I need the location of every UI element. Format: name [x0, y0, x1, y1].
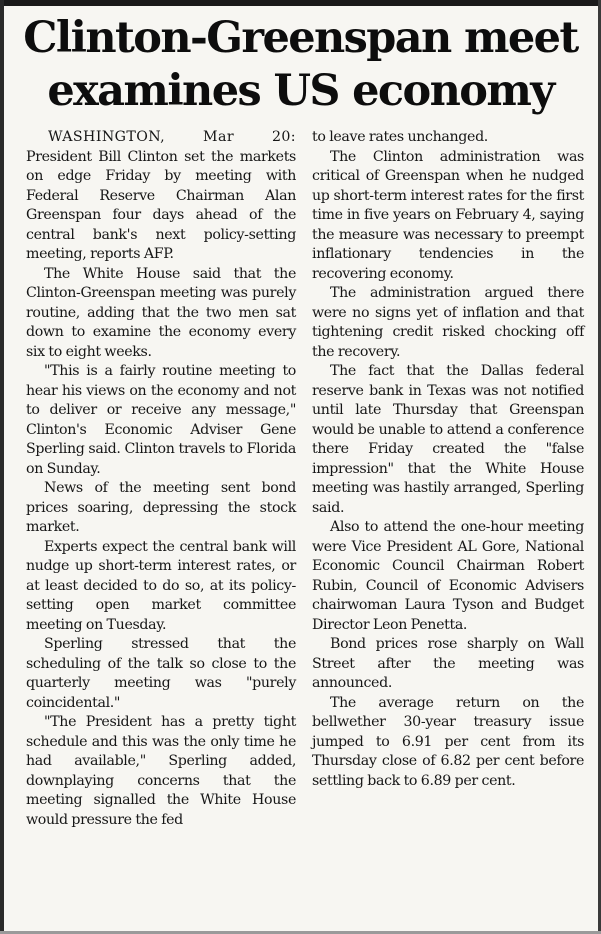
top-border-rule	[0, 0, 601, 6]
article-paragraph: News of the meeting sent bond prices soaring, depressing the stock market.	[26, 480, 296, 535]
article-paragraph: "The President has a pretty tight schedule and this was the only time he had available," Sperling added, downplaying concerns that the meeting signalled the White House would pressure the fed	[26, 714, 296, 828]
article-column-right	[312, 128, 584, 791]
article-headline	[8, 12, 593, 118]
article-paragraph: "This is a fairly routine meeting to hear his views on the economy and not to deliver or receive any message," Clinton's Economic Adviser Gene Sperling said. Clinton travels to Florida on Sunday.	[26, 363, 296, 477]
article-paragraph: The average return on the bellwether 30-year treasury issue jumped to 6.91 per cent from its Thursday close of 6.82 per cent before settling back to 6.89 per cent.	[312, 694, 584, 789]
paragraph-text: President Bill Clinton set the markets on edge Friday by meeting with Federal Reserve Chairman Alan Greenspan four days ahead of the central bank's next policy-setting meeting, reports AFP.	[26, 148, 296, 262]
article-paragraph: Bond prices rose sharply on Wall Street after the meeting was announced.	[312, 636, 584, 691]
article-paragraph: The administration argued there were no signs yet of inflation and that tightening credit risked chocking off the recovery.	[312, 285, 584, 360]
article-paragraph: Experts expect the central bank will nudge up short-term interest rates, or at least decided to do so, at its policy-setting open market committee meeting on Tuesday.	[26, 538, 296, 633]
dateline: WASHINGTON, Mar 20:	[48, 129, 296, 145]
article-paragraph: The White House said that the Clinton-Greenspan meeting was purely routine, adding that the two men sat down to examine the economy every six to eight weeks.	[26, 265, 296, 360]
headline-line-1: Clinton-Greenspan meet	[23, 13, 578, 63]
article-column-left	[26, 128, 296, 830]
article-paragraph: The Clinton administration was critical of Greenspan when he nudged up short-term interest rates for the first time in five years on February 4, saying the measure was necessary to preempt inflationary tendencies in the recovering economy.	[312, 148, 584, 282]
lead-paragraph	[26, 128, 296, 265]
article-paragraph: The fact that the Dallas federal reserve bank in Texas was not notified until late Thursday that Greenspan would be unable to attend a conference there Friday created the "false impression" that the White House meeting was hastily arranged, Sperling said.	[312, 363, 584, 516]
article-paragraph: Also to attend the one-hour meeting were Vice President AL Gore, National Economic Council Chairman Robert Rubin, Council of Economic Advisers chairwoman Laura Tyson and Budget Director Leon Penetta.	[312, 519, 584, 633]
article-paragraph: Sperling stressed that the scheduling of the talk so close to the quarterly meeting was "purely coincidental."	[26, 636, 296, 711]
headline-line-2: examines US economy	[47, 66, 554, 116]
continued-paragraph: to leave rates unchanged.	[312, 129, 488, 145]
left-border-rule	[0, 0, 4, 934]
